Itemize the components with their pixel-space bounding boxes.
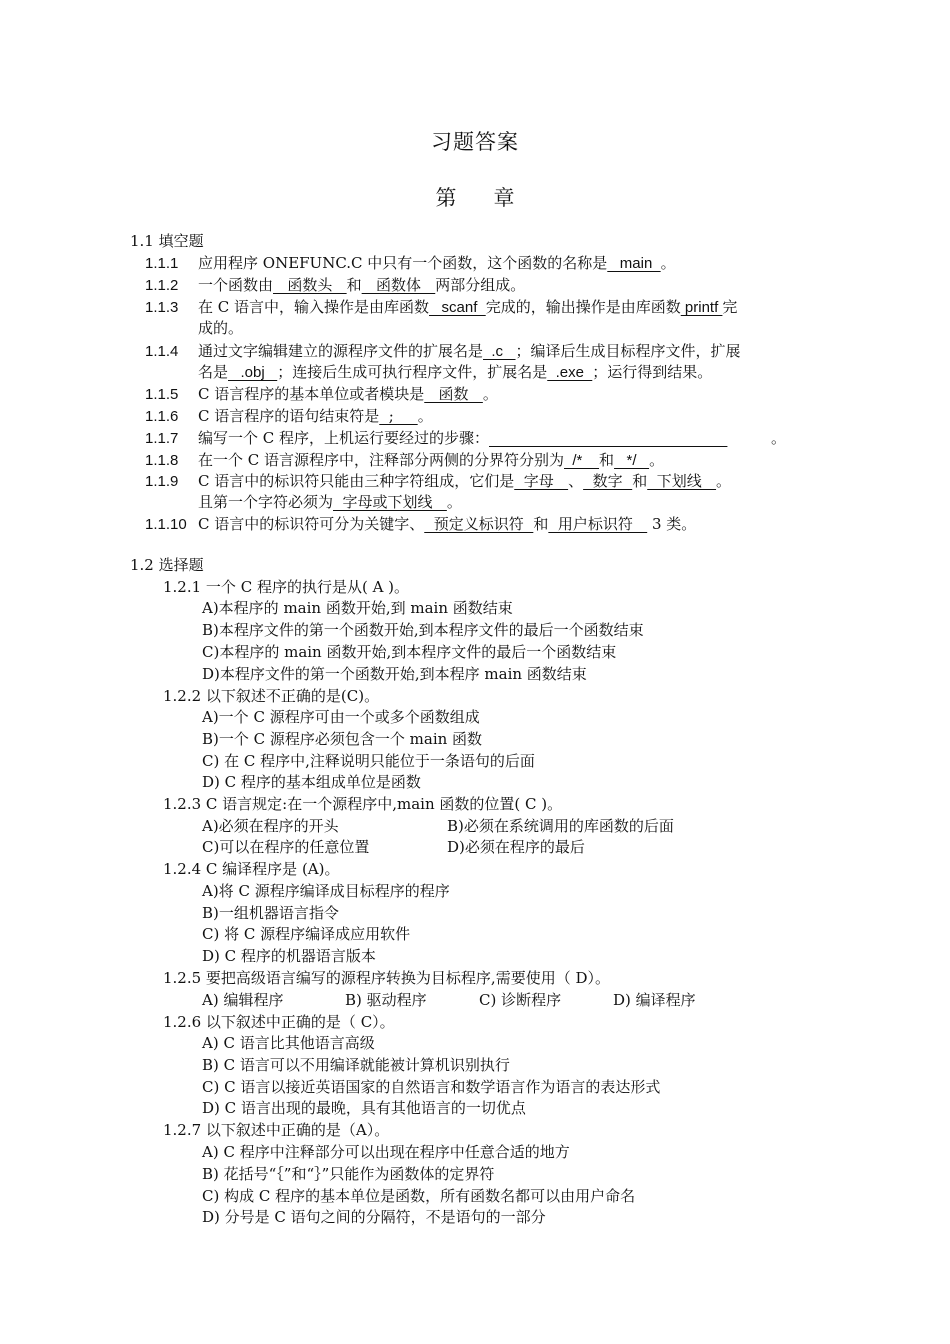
question-1-2-5: 1.2.5 要把高级语言编写的源程序转换为目标程序,需要使用（ D）。 [163,969,610,987]
option-c: C)可以在程序的任意位置 [202,838,370,856]
question-continuation [198,492,462,512]
answer-blank: .obj [228,364,278,381]
answer-blank: printf [680,299,723,316]
answer-blank: .exe [547,364,593,381]
answer-blank: main [607,255,661,272]
answer-blank [489,428,771,448]
question-text: C 语言中的标识符可分为关键字、 [198,515,425,533]
option-c: C) 将 C 源程序编译成应用软件 [202,925,411,943]
option-b: B)本程序文件的第一个函数开始,到本程序文件的最后一个函数结束 [202,621,644,639]
option-c: C)本程序的 main 函数开始,到本程序文件的最后一个函数结束 [202,643,617,661]
question-text: 。 [660,254,676,272]
question-number: 1.1.8 [145,452,179,469]
question-text: 3 类。 [647,515,697,533]
option-d: D)必须在程序的最后 [447,838,585,856]
answer-blank: scanf [429,299,486,316]
question-text: 在 C 语言中，输入操作是由库函数 [198,298,430,316]
question-number: 1.1.10 [145,516,187,533]
option-d: D)本程序文件的第一个函数开始,到本程序 main 函数结束 [202,665,587,683]
option-a: A) C 程序中注释部分可以出现在程序中任意合适的地方 [202,1143,570,1161]
question-number: 1.1.6 [145,408,179,425]
page-title: 习题答案 [431,130,519,154]
question-number: 1.1.2 [145,277,179,294]
question-1-1-7 [145,428,786,449]
option-b: B) 花括号“｛”和“｝”只能作为函数体的定界符 [202,1165,495,1183]
answer-blank: */ [614,452,650,469]
answer-blank: 函数 [424,385,483,403]
answer-blank: 字母或下划线 [333,493,447,511]
question-1-2-7: 1.2.7 以下叙述中正确的是（A）。 [163,1121,390,1139]
option-b: B) C 语言可以不用编译就能被计算机识别执行 [202,1056,510,1074]
question-text: 。 [716,472,732,490]
question-number: 1.1.5 [145,386,179,403]
question-1-2-2: 1.2.2 以下叙述不正确的是(C)。 [163,687,380,705]
question-1-1-10 [145,514,696,535]
option-c: C) 诊断程序 [479,991,562,1009]
question-text: 和 [599,451,615,469]
option-b: B) 驱动程序 [345,991,427,1009]
question-text: 。 [649,451,665,469]
question-text: 和 [533,515,549,533]
question-1-2-1: 1.2.1 一个 C 程序的执行是从( A )。 [163,578,410,596]
option-a: A)本程序的 main 函数开始,到 main 函数结束 [202,599,513,617]
answer-blank: 函数头 [273,276,347,294]
option-a: A) C 语言比其他语言高级 [202,1034,375,1052]
question-text: ；运行得到结果。 [592,363,713,381]
question-1-2-3: 1.2.3 C 语言规定:在一个源程序中,main 函数的位置( C )。 [163,795,563,813]
option-a: A)将 C 源程序编译成目标程序的程序 [202,882,450,900]
option-d: D) C 语言出现的最晚，具有其他语言的一切优点 [202,1099,526,1117]
option-a: A)一个 C 源程序可由一个或多个函数组成 [202,708,480,726]
question-1-1-5 [145,384,498,405]
answer-blank: 函数体 [361,276,436,294]
question-text: 编写一个 C 程序，上机运行要经过的步骤： [198,429,490,447]
option-b: B)必须在系统调用的库函数的后面 [447,817,674,835]
answer-blank: .c [483,343,516,360]
question-text: 应用程序 ONEFUNC.C 中只有一个函数，这个函数的名称是 [198,254,608,272]
question-text: 和 [632,472,648,490]
question-text: C 语言中的标识符只能由三种字符组成，它们是 [198,472,515,490]
answer-blank: 预定义标识符 [424,515,534,533]
question-1-1-8 [145,450,664,471]
question-text: 且第一个字符必须为 [198,493,334,511]
question-1-1-4 [145,341,741,362]
question-number: 1.1.1 [145,255,179,272]
question-1-1-6 [145,406,433,427]
option-c: C) 构成 C 程序的基本单位是函数，所有函数名都可以由用户命名 [202,1187,636,1205]
chapter-char-left: 第 [435,186,457,210]
question-number: 1.1.7 [145,430,179,447]
question-1-1-3 [145,297,737,318]
answer-blank: 数字 [583,472,633,490]
question-text: 。 [482,385,498,403]
question-text: 。 [446,493,462,511]
option-b: B)一组机器语言指令 [202,904,339,922]
option-d: D) 分号是 C 语句之间的分隔符，不是语句的一部分 [202,1208,546,1226]
question-text: C 语言程序的基本单位或者模块是 [198,385,425,403]
question-text: 在一个 C 语言源程序中，注释部分两侧的分界符分别为 [198,451,565,469]
answer-blank: 用户标识符 [548,515,648,533]
question-number: 1.1.9 [145,473,179,490]
section-heading-multiple-choice: 1.2 选择题 [130,556,204,574]
question-1-1-1 [145,253,676,274]
question-text: 通过文字编辑建立的源程序文件的扩展名是 [198,342,484,360]
question-text: 和 [346,276,362,294]
option-d: D) C 程序的基本组成单位是函数 [202,773,421,791]
question-text: 。 [417,407,433,425]
question-text: ；编译后生成目标程序文件，扩展 [515,342,741,360]
question-continuation: 成的。 [198,319,244,337]
option-a: A) 编辑程序 [202,991,284,1009]
question-1-1-2 [145,275,525,296]
answer-blank: ; [379,407,418,425]
question-text: C 语言程序的语句结束符是 [198,407,380,425]
question-1-2-6: 1.2.6 以下叙述中正确的是（ C）。 [163,1013,395,1031]
question-number: 1.1.4 [145,343,179,360]
option-c: C) 在 C 程序中,注释说明只能位于一条语句的后面 [202,752,535,770]
option-d: D) 编译程序 [613,991,696,1009]
question-text: 完成的，输出操作是由库函数 [485,298,681,316]
section-heading-fill-blank: 1.1 填空题 [130,232,204,250]
answer-blank: 下划线 [647,472,717,490]
option-c: C) C 语言以接近英语国家的自然语言和数学语言作为语言的表达形式 [202,1078,661,1096]
question-text: 。 [771,429,787,447]
question-text: 、 [568,472,584,490]
option-a: A)必须在程序的开头 [202,817,339,835]
question-text: 名是 [198,363,229,381]
question-1-1-9 [145,471,731,492]
option-b: B)一个 C 源程序必须包含一个 main 函数 [202,730,483,748]
chapter-char-right: 章 [493,186,515,210]
question-number: 1.1.3 [145,299,179,316]
question-text: 完 [722,298,738,316]
question-text: 一个函数由 [198,276,274,294]
chapter-title [0,182,950,212]
question-text: 两部分组成。 [435,276,526,294]
option-d: D) C 程序的机器语言版本 [202,947,376,965]
question-text: ；连接后生成可执行程序文件，扩展名是 [277,363,548,381]
answer-blank: 字母 [514,472,569,490]
question-continuation [198,362,712,383]
question-1-2-4: 1.2.4 C 编译程序是 (A)。 [163,860,340,878]
answer-blank: /* [564,452,600,469]
